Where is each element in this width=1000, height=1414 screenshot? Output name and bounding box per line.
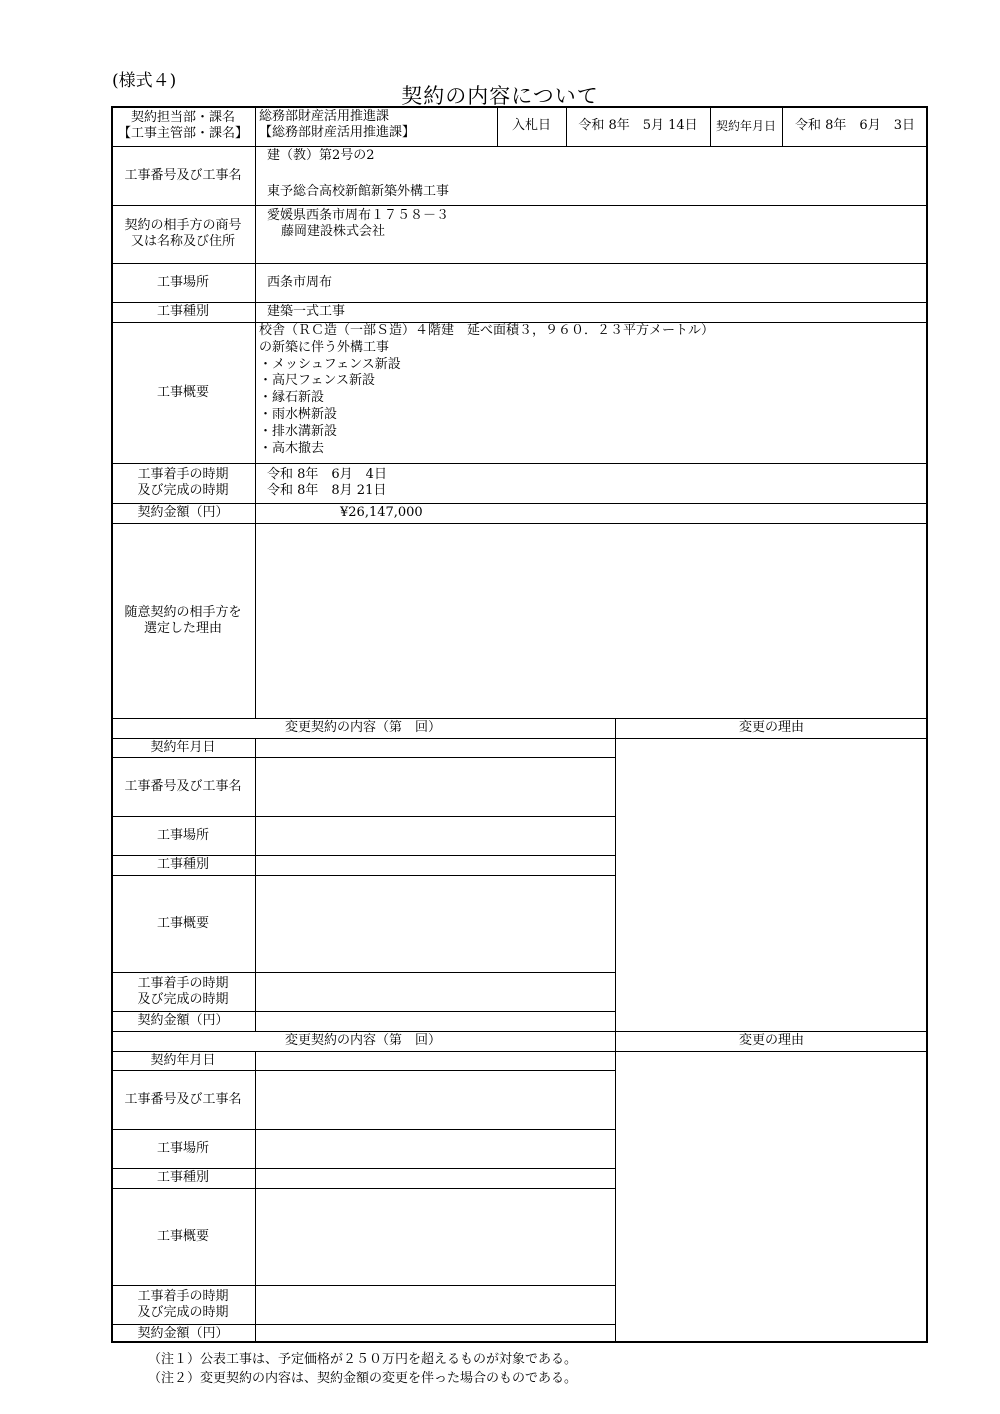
change-type-label-2: 工事種別: [156, 1170, 209, 1185]
change-work-no-label-2: 工事番号及び工事名: [124, 1091, 242, 1107]
dept-value: 総務部財産活用推進課: [259, 109, 390, 124]
contractor-address: 愛媛県西条市周布１７５８－３: [267, 208, 450, 223]
work-no-cell: [256, 146, 928, 205]
contractor-cell: [256, 205, 928, 263]
summary-value: 校舎（ＲＣ造（一部Ｓ造）４階建 延べ面積３，９６０．２３平方メートル） の新築に伴う外構工事 ・メッシュフェンス新設 ・高尺フェンス新設 ・縁石新設 ・雨水桝新設 ・排水溝新設 ・高木撤去: [259, 323, 715, 456]
change-type-label-1: 工事種別: [156, 857, 209, 872]
amount-label: 契約金額（円）: [137, 505, 229, 520]
period-start: 令和 8年 6月 4日: [267, 467, 387, 482]
contractor-label: 契約の相手方の商号 又は名称及び住所: [124, 218, 242, 249]
bid-date-label: 入札日: [511, 118, 551, 133]
amount-value: ¥26,147,000: [340, 505, 423, 520]
change-date-label-2: 契約年月日: [150, 1052, 216, 1068]
contract-date-value: 令和 8年 6月 3日: [795, 118, 915, 133]
change-location-label-2: 工事場所: [156, 1140, 209, 1156]
work-number: 建（教）第2号の2: [267, 148, 375, 163]
dept-label-cell: [111, 106, 255, 146]
contract-date-label: 契約年月日: [715, 119, 776, 133]
change-period-label-2: 工事着手の時期 及び完成の時期: [137, 1288, 229, 1320]
type-value: 建築一式工事: [267, 304, 346, 319]
period-end: 令和 8年 8月 21日: [267, 483, 387, 498]
change-amount-label-2: 契約金額（円）: [137, 1325, 229, 1341]
type-label: 工事種別: [156, 304, 209, 319]
period-cell: [256, 463, 928, 503]
change-work-no-label-1: 工事番号及び工事名: [124, 778, 242, 794]
change-summary-label-1: 工事概要: [156, 915, 209, 931]
work-name: 東予総合高校新館新築外構工事: [267, 184, 450, 199]
dept-label-sub: 【工事主管部・課名】: [117, 126, 248, 141]
change-heading-2: 変更契約の内容（第 回）: [284, 1033, 441, 1048]
dept-value-cell: [256, 106, 497, 146]
bid-date-value: 令和 8年 5月 14日: [578, 118, 698, 133]
form-id: (様式４): [112, 71, 177, 91]
change-date-label-1: 契約年月日: [150, 739, 216, 755]
dept-label: 契約担当部・課名: [130, 110, 235, 125]
reason-value: [256, 523, 928, 718]
reason-label: 随意契約の相手方を 選定した理由: [124, 604, 242, 636]
location-label: 工事場所: [156, 274, 209, 290]
dept-value-sub: 【総務部財産活用推進課】: [259, 125, 416, 140]
period-label: 工事着手の時期 及び完成の時期: [137, 467, 229, 498]
work-no-label: 工事番号及び工事名: [124, 167, 242, 183]
change-summary-label-2: 工事概要: [156, 1228, 209, 1244]
summary-label: 工事概要: [156, 384, 209, 400]
note-2: （注２）変更契約の内容は、契約金額の変更を伴った場合のものである。: [148, 1371, 578, 1386]
contractor-name: 藤岡建設株式会社: [281, 224, 386, 239]
change-period-label-1: 工事着手の時期 及び完成の時期: [137, 975, 229, 1007]
change-reason-heading-1: 変更の理由: [738, 720, 804, 735]
note-1: （注１）公表工事は、予定価格が２５０万円を超えるものが対象である。: [148, 1352, 578, 1367]
change-amount-label-1: 契約金額（円）: [137, 1013, 229, 1028]
change-heading-1: 変更契約の内容（第 回）: [284, 720, 441, 735]
change-reason-heading-2: 変更の理由: [738, 1033, 804, 1048]
change-location-label-1: 工事場所: [156, 827, 209, 843]
location-value: 西条市周布: [267, 274, 333, 290]
page-title: 契約の内容について: [401, 84, 599, 108]
